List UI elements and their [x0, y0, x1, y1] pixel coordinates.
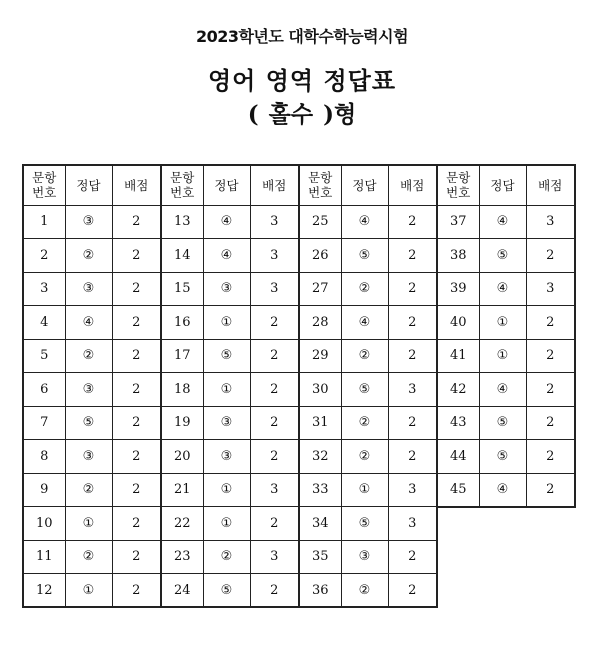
question-number: 31: [299, 406, 341, 440]
question-number: 15: [161, 272, 203, 306]
points-cell: 2: [250, 306, 299, 340]
table-row: [23, 272, 575, 306]
question-number: 27: [299, 272, 341, 306]
answer-cell: ②: [341, 406, 388, 440]
table-row: [23, 373, 575, 407]
points-cell: 2: [112, 574, 161, 608]
points-cell: 2: [388, 574, 437, 608]
header-number: 문항 번호: [299, 165, 341, 205]
table-header-row: [23, 165, 575, 205]
answer-cell: ③: [203, 440, 250, 474]
empty-cell: [437, 574, 479, 608]
answer-cell: ②: [341, 272, 388, 306]
question-number: 8: [23, 440, 65, 474]
answer-cell: ⑤: [341, 373, 388, 407]
answer-cell: ④: [203, 239, 250, 273]
points-cell: 3: [526, 205, 575, 239]
header-number: 문항 번호: [437, 165, 479, 205]
form-close-label: )형: [323, 101, 357, 128]
question-number: 38: [437, 239, 479, 273]
answer-cell: ①: [65, 574, 112, 608]
question-number: 5: [23, 339, 65, 373]
points-cell: 2: [112, 440, 161, 474]
answer-cell: ③: [203, 406, 250, 440]
main-title: 영어 영역 정답표: [208, 66, 396, 95]
table-row: [23, 440, 575, 474]
answer-cell: ②: [341, 574, 388, 608]
points-cell: 3: [250, 473, 299, 507]
question-number: 45: [437, 473, 479, 507]
header-points: 배점: [250, 165, 299, 205]
points-cell: 2: [388, 339, 437, 373]
points-cell: 2: [526, 473, 575, 507]
answer-cell: ④: [203, 205, 250, 239]
answer-cell: ①: [479, 339, 526, 373]
answer-cell: ②: [341, 440, 388, 474]
answer-cell: ②: [65, 239, 112, 273]
question-number: 18: [161, 373, 203, 407]
points-cell: 2: [526, 306, 575, 340]
empty-cell: [437, 507, 479, 541]
answer-cell: ⑤: [341, 507, 388, 541]
points-cell: 2: [388, 440, 437, 474]
answer-cell: ①: [341, 473, 388, 507]
answer-cell: ④: [341, 306, 388, 340]
header-answer: 정답: [341, 165, 388, 205]
answer-cell: ②: [203, 540, 250, 574]
empty-cell: [526, 574, 575, 608]
points-cell: 2: [250, 373, 299, 407]
points-cell: 2: [112, 205, 161, 239]
question-number: 3: [23, 272, 65, 306]
points-cell: 2: [112, 406, 161, 440]
answer-cell: ③: [65, 440, 112, 474]
question-number: 34: [299, 507, 341, 541]
empty-cell: [526, 507, 575, 541]
answer-cell: ①: [203, 373, 250, 407]
answer-cell: ④: [479, 205, 526, 239]
answer-cell: ①: [65, 507, 112, 541]
question-number: 19: [161, 406, 203, 440]
empty-cell: [526, 540, 575, 574]
header-answer: 정답: [65, 165, 112, 205]
table-row: [23, 574, 575, 608]
question-number: 9: [23, 473, 65, 507]
points-cell: 2: [250, 440, 299, 474]
points-cell: 2: [526, 406, 575, 440]
header-answer: 정답: [479, 165, 526, 205]
question-number: 32: [299, 440, 341, 474]
question-number: 44: [437, 440, 479, 474]
question-number: 20: [161, 440, 203, 474]
question-number: 24: [161, 574, 203, 608]
answer-cell: ①: [479, 306, 526, 340]
answer-cell: ②: [341, 339, 388, 373]
question-number: 43: [437, 406, 479, 440]
answer-cell: ③: [65, 205, 112, 239]
table-row: [23, 507, 575, 541]
form-open-paren: (: [247, 101, 259, 128]
table-row: [23, 339, 575, 373]
points-cell: 2: [112, 540, 161, 574]
form-type-title: [0, 100, 604, 130]
header-points: 배점: [112, 165, 161, 205]
empty-cell: [479, 507, 526, 541]
points-cell: 3: [526, 272, 575, 306]
question-number: 10: [23, 507, 65, 541]
points-cell: 3: [388, 373, 437, 407]
table-row: [23, 239, 575, 273]
header-answer: 정답: [203, 165, 250, 205]
points-cell: 3: [388, 507, 437, 541]
points-cell: 2: [388, 239, 437, 273]
answer-cell: ⑤: [479, 440, 526, 474]
question-number: 30: [299, 373, 341, 407]
form-name: 홀수: [268, 101, 314, 128]
question-number: 39: [437, 272, 479, 306]
question-number: 33: [299, 473, 341, 507]
points-cell: 3: [250, 239, 299, 273]
question-number: 29: [299, 339, 341, 373]
question-number: 23: [161, 540, 203, 574]
answer-cell: ⑤: [479, 239, 526, 273]
header-number: 문항 번호: [161, 165, 203, 205]
answer-cell: ④: [479, 473, 526, 507]
answer-cell: ⑤: [341, 239, 388, 273]
table-row: [23, 406, 575, 440]
question-number: 28: [299, 306, 341, 340]
question-number: 25: [299, 205, 341, 239]
points-cell: 2: [526, 339, 575, 373]
answer-cell: ①: [203, 306, 250, 340]
points-cell: 2: [388, 540, 437, 574]
answer-cell: ③: [65, 373, 112, 407]
points-cell: 2: [250, 574, 299, 608]
header-points: 배점: [526, 165, 575, 205]
answer-cell: ②: [65, 540, 112, 574]
points-cell: 2: [112, 473, 161, 507]
answer-cell: ③: [65, 272, 112, 306]
points-cell: 2: [388, 406, 437, 440]
table-row: [23, 205, 575, 239]
question-number: 11: [23, 540, 65, 574]
question-number: 7: [23, 406, 65, 440]
points-cell: 3: [250, 540, 299, 574]
question-number: 36: [299, 574, 341, 608]
points-cell: 2: [250, 507, 299, 541]
points-cell: 2: [388, 272, 437, 306]
empty-cell: [479, 574, 526, 608]
question-number: 35: [299, 540, 341, 574]
header-points: 배점: [388, 165, 437, 205]
answer-cell: ⑤: [65, 406, 112, 440]
points-cell: 2: [388, 205, 437, 239]
empty-cell: [437, 540, 479, 574]
answer-cell: ①: [203, 473, 250, 507]
points-cell: 2: [388, 306, 437, 340]
question-number: 4: [23, 306, 65, 340]
header-number: 문항 번호: [23, 165, 65, 205]
answer-cell: ②: [65, 473, 112, 507]
points-cell: 2: [112, 507, 161, 541]
question-number: 21: [161, 473, 203, 507]
answer-cell: ③: [341, 540, 388, 574]
question-number: 17: [161, 339, 203, 373]
question-number: 37: [437, 205, 479, 239]
table-row: [23, 473, 575, 507]
points-cell: 3: [250, 205, 299, 239]
answer-cell: ③: [203, 272, 250, 306]
points-cell: 2: [526, 239, 575, 273]
points-cell: 2: [526, 440, 575, 474]
exam-title: 2023학년도 대학수학능력시험: [195, 27, 409, 46]
question-number: 6: [23, 373, 65, 407]
question-number: 14: [161, 239, 203, 273]
points-cell: 2: [250, 406, 299, 440]
question-number: 1: [23, 205, 65, 239]
answer-cell: ⑤: [203, 339, 250, 373]
question-number: 13: [161, 205, 203, 239]
points-cell: 2: [112, 339, 161, 373]
answer-cell: ②: [65, 339, 112, 373]
points-cell: 2: [112, 239, 161, 273]
question-number: 16: [161, 306, 203, 340]
question-number: 40: [437, 306, 479, 340]
points-cell: 2: [112, 306, 161, 340]
answer-table: [22, 164, 576, 608]
question-number: 41: [437, 339, 479, 373]
points-cell: 2: [250, 339, 299, 373]
points-cell: 2: [112, 373, 161, 407]
answer-cell: ⑤: [479, 406, 526, 440]
points-cell: 2: [112, 272, 161, 306]
answer-cell: ④: [479, 272, 526, 306]
answer-cell: ④: [65, 306, 112, 340]
question-number: 12: [23, 574, 65, 608]
question-number: 26: [299, 239, 341, 273]
question-number: 2: [23, 239, 65, 273]
answer-cell: ①: [203, 507, 250, 541]
points-cell: 2: [526, 373, 575, 407]
question-number: 42: [437, 373, 479, 407]
question-number: 22: [161, 507, 203, 541]
answer-cell: ④: [479, 373, 526, 407]
points-cell: 3: [388, 473, 437, 507]
answer-cell: ④: [341, 205, 388, 239]
table-row: [23, 306, 575, 340]
answer-cell: ⑤: [203, 574, 250, 608]
points-cell: 3: [250, 272, 299, 306]
table-row: [23, 540, 575, 574]
empty-cell: [479, 540, 526, 574]
